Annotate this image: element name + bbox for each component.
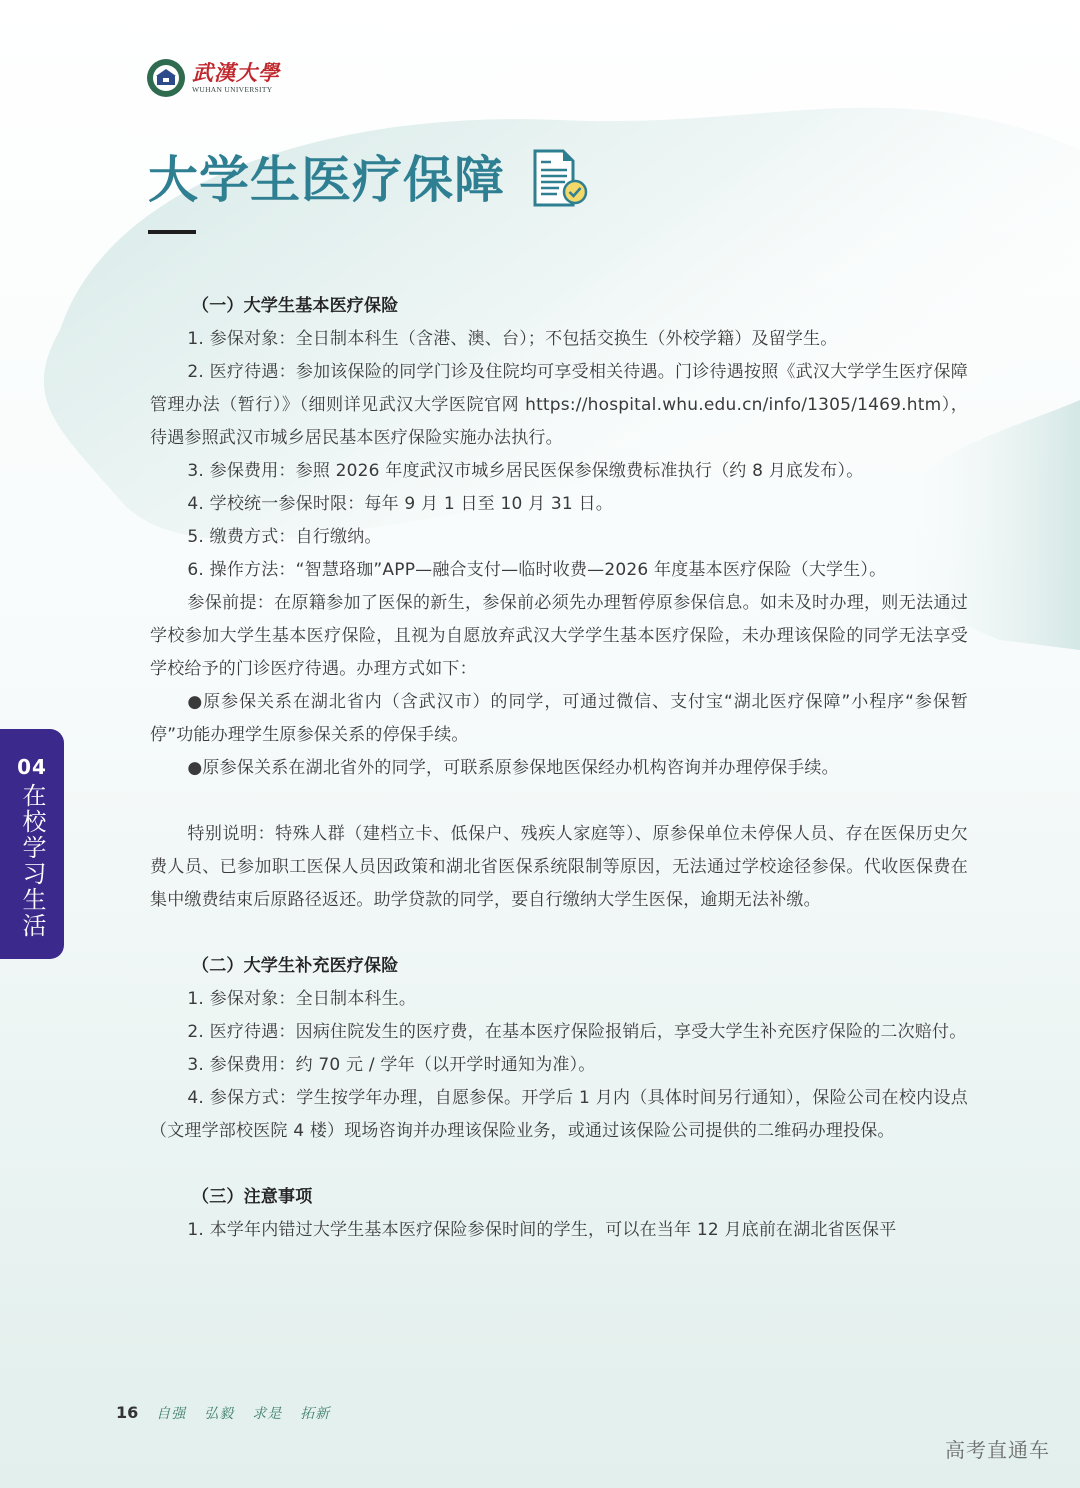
section-heading-supplementary-insurance: （二）大学生补充医疗保险: [192, 956, 399, 976]
basic-item-6: 6. 操作方法：“智慧珞珈”APP—融合支付—临时收费—2026 年度基本医疗保险（大学生）。: [187, 560, 887, 580]
motto-word: 求是: [252, 1406, 283, 1422]
page-title: 大学生医疗保障: [148, 150, 505, 209]
university-emblem-icon: [146, 58, 186, 98]
title-underline: [148, 230, 196, 234]
watermark: 高考直通车: [945, 1438, 1050, 1462]
basic-item-1: 1. 参保对象：全日制本科生（含港、澳、台）；不包括交换生（外校学籍）及留学生。: [187, 329, 838, 349]
chapter-number: 04: [17, 755, 47, 779]
bullet-out-of-province: ●原参保关系在湖北省外的同学，可联系原参保地医保经办机构咨询并办理停保手续。: [187, 758, 839, 778]
chapter-side-tab: [0, 729, 64, 959]
motto-word: 自强: [156, 1406, 187, 1422]
supplementary-item-4: 4. 参保方式：学生按学年办理，自愿参保。开学后 1 月内（具体时间另行通知），保险公司在校内设点（文理学部校医院 4 楼）现场咨询并办理该保险业务，或通过该保险公司提供的二维码办理投保。: [150, 1088, 968, 1141]
article-body: [150, 290, 968, 1247]
notes-item-1: 1. 本学年内错过大学生基本医疗保险参保时间的学生，可以在当年 12 月底前在湖北省医保平: [187, 1220, 897, 1240]
basic-item-3: 3. 参保费用：参照 2026 年度武汉市城乡居民医保参保缴费标准执行（约 8 月底发布）。: [187, 461, 864, 481]
section-heading-basic-insurance: （一）大学生基本医疗保险: [192, 296, 399, 316]
enrollment-prerequisite: 参保前提：在原籍参加了医保的新生，参保前必须先办理暂停原参保信息。如未及时办理，则无法通过学校参加大学生基本医疗保险，且视为自愿放弃武汉大学学生基本医疗保险，未办理该保险的同学无法享受学校给予的门诊医疗待遇。办理方式如下：: [150, 593, 968, 679]
logo-english-name: WUHAN UNIVERSITY: [192, 85, 273, 95]
motto-word: 弘毅: [204, 1406, 235, 1422]
supplementary-item-2: 2. 医疗待遇：因病住院发生的医疗费，在基本医疗保险报销后，享受大学生补充医疗保险的二次赔付。: [187, 1022, 967, 1042]
document-check-icon: [531, 148, 589, 210]
basic-item-2: 2. 医疗待遇：参加该保险的同学门诊及住院均可享受相关待遇。门诊待遇按照《武汉大学学生医疗保障管理办法（暂行）》（细则详见武汉大学医院官网 https://hospital.whu.edu.cn/info/1305/1469.htm），待遇参照武汉市城乡居民基本医疗保险实施办法执行。: [150, 362, 968, 448]
chapter-label: 在校学习生活: [18, 783, 46, 939]
supplementary-item-3: 3. 参保费用：约 70 元 / 学年（以开学时通知为准）。: [187, 1055, 596, 1075]
motto-word: 拓新: [300, 1406, 331, 1422]
page-header: [148, 140, 589, 212]
page-footer: [116, 1403, 330, 1423]
basic-item-5: 5. 缴费方式：自行缴纳。: [187, 527, 382, 547]
supplementary-item-1: 1. 参保对象：全日制本科生。: [187, 989, 417, 1009]
section-heading-notes: （三）注意事项: [192, 1187, 313, 1207]
page-number: 16: [116, 1403, 139, 1422]
logo-chinese-name: 武漢大學: [192, 60, 280, 86]
special-note: 特别说明：特殊人群（建档立卡、低保户、残疾人家庭等）、原参保单位未停保人员、存在医保历史欠费人员、已参加职工医保人员因政策和湖北省医保系统限制等原因，无法通过学校途径参保。代收医保费在集中缴费结束后原路径返还。助学贷款的同学，要自行缴纳大学生医保，逾期无法补缴。: [150, 824, 968, 910]
basic-item-4: 4. 学校统一参保时限：每年 9 月 1 日至 10 月 31 日。: [187, 494, 613, 514]
university-logo: [146, 58, 280, 98]
bullet-in-province: ●原参保关系在湖北省内（含武汉市）的同学，可通过微信、支付宝“湖北医疗保障”小程序“参保暂停”功能办理学生原参保关系的停保手续。: [150, 692, 968, 745]
